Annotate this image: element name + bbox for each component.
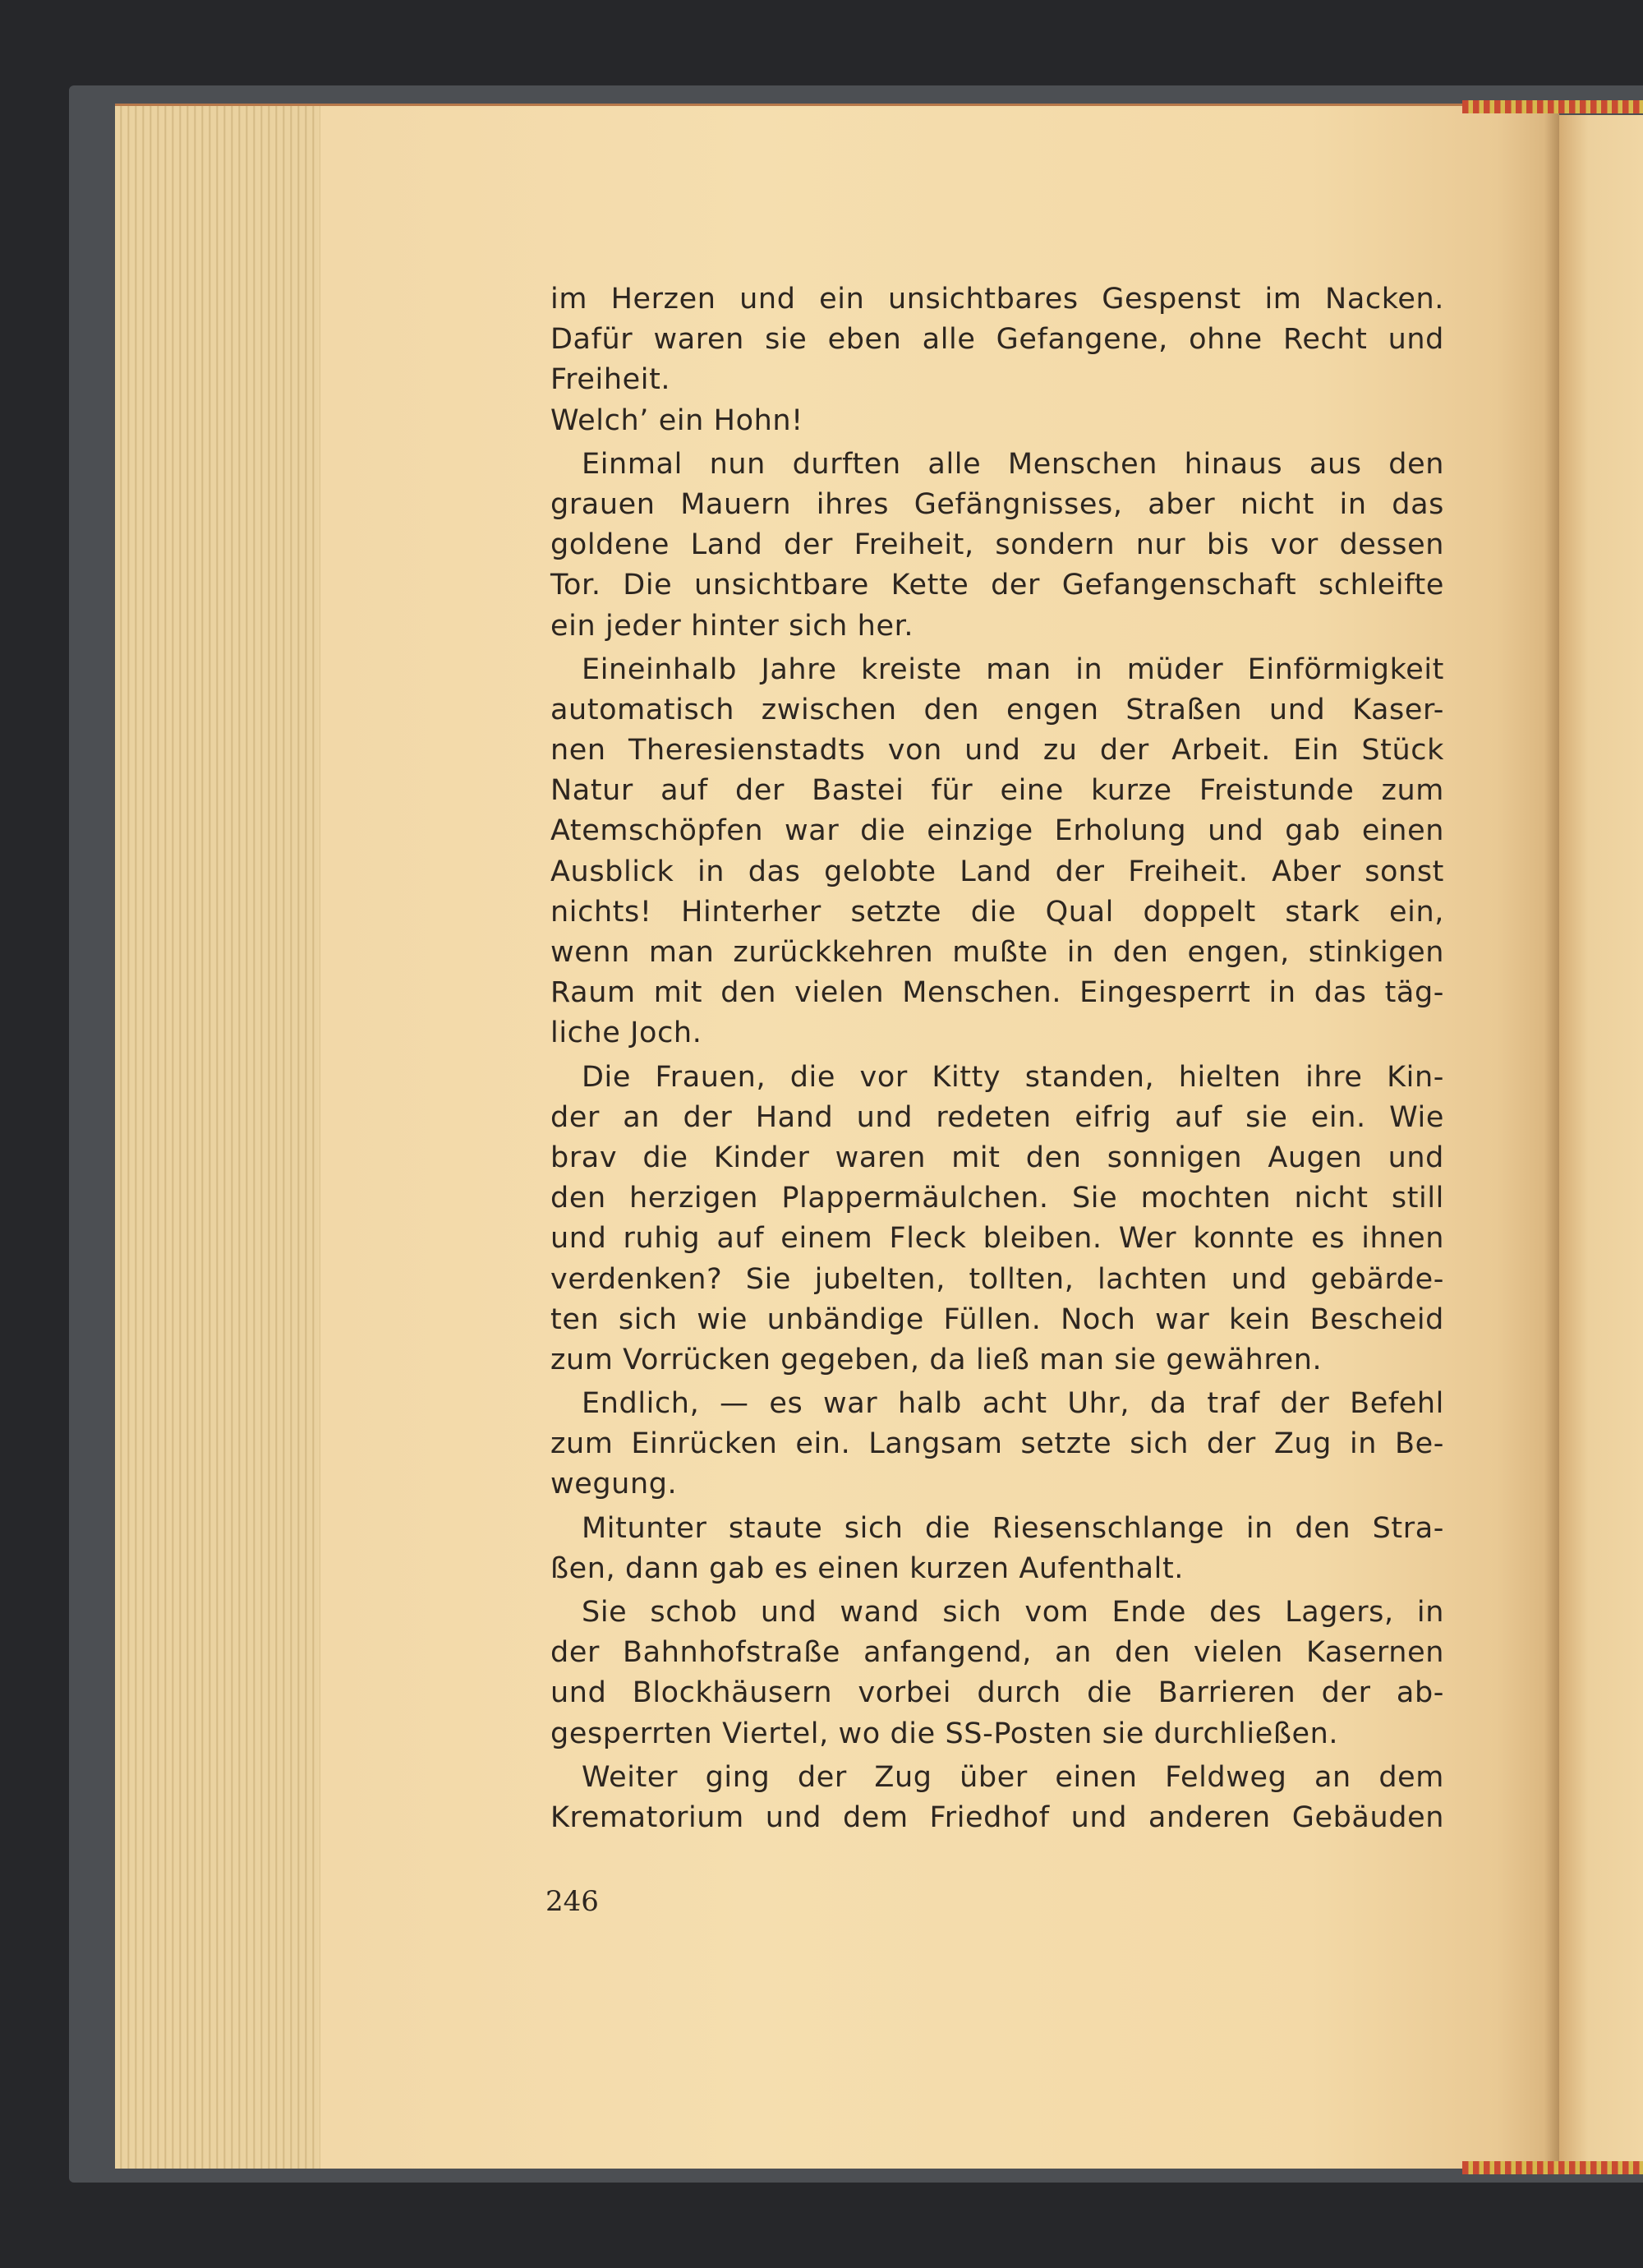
text-line: automatisch zwischen den engen Straßen und Kaser-: [550, 693, 1444, 726]
text-line: Weiter ging der Zug über einen Feldweg an dem: [582, 1760, 1444, 1794]
text-line: der an der Hand und redeten eifrig auf sie ein. Wie: [550, 1100, 1444, 1134]
text-line: wegung.: [550, 1468, 678, 1501]
text-line: Ausblick in das gelobte Land der Freiheit. Aber sonst: [550, 855, 1444, 888]
text-line: zum Einrücken ein. Langsam setzte sich der Zug in Be-: [550, 1427, 1444, 1461]
headband-bottom: [1462, 2161, 1643, 2174]
text-line: verdenken? Sie jubelten, tollten, lachten und gebärde-: [550, 1262, 1444, 1296]
text-line: Raum mit den vielen Menschen. Eingesperrt in das täg-: [550, 976, 1444, 1010]
text-line: im Herzen und ein unsichtbares Gespenst im Nacken.: [550, 283, 1444, 316]
text-line: zum Vorrücken gegeben, da ließ man sie gewähren.: [550, 1343, 1323, 1376]
text-line: Atemschöpfen war die einzige Erholung und gab einen: [550, 814, 1444, 848]
text-line: Dafür waren sie eben alle Gefangene, ohne Recht und: [550, 323, 1444, 357]
text-line: und ruhig auf einem Fleck bleiben. Wer konnte es ihnen: [550, 1222, 1444, 1256]
text-line: brav die Kinder waren mit den sonnigen Augen und: [550, 1141, 1444, 1174]
body-text: [550, 279, 1444, 1838]
text-line: Die Frauen, die vor Kitty standen, hielten ihre Kin-: [582, 1060, 1444, 1094]
text-line: ein jeder hinter sich her.: [550, 609, 914, 643]
text-line: ßen, dann gab es einen kurzen Aufenthalt.: [550, 1551, 1185, 1585]
text-line: ten sich wie unbändige Füllen. Noch war kein Bescheid: [550, 1302, 1444, 1336]
text-line: goldene Land der Freiheit, sondern nur bis vor dessen: [550, 528, 1444, 562]
text-line: Tor. Die unsichtbare Kette der Gefangenschaft schleifte: [550, 569, 1444, 602]
text-line: der Bahnhofstraße anfangend, an den vielen Kasernen: [550, 1636, 1444, 1670]
text-line: nichts! Hinterher setzte die Qual doppelt stark ein,: [550, 895, 1444, 929]
text-line: liche Joch.: [550, 1016, 702, 1050]
text-line: nen Theresienstadts von und zu der Arbeit. Ein Stück: [550, 734, 1444, 768]
headband-top: [1462, 100, 1643, 113]
text-line: Eineinhalb Jahre kreiste man in müder Einförmigkeit: [582, 652, 1444, 686]
text-line: wenn man zurückkehren mußte in den engen, stinkigen: [550, 936, 1444, 969]
page-stack-edges: [115, 104, 337, 2169]
text-line: Freiheit.: [550, 363, 671, 397]
text-line: Welch’ ein Hohn!: [550, 403, 803, 437]
page-gutter-shadow: [1544, 104, 1559, 2166]
text-line: Natur auf der Bastei für eine kurze Freistunde zum: [550, 774, 1444, 808]
text-line: Mitunter staute sich die Riesenschlange in den Stra-: [582, 1511, 1444, 1545]
text-line: Krematorium und dem Friedhof und anderen Gebäuden: [550, 1800, 1444, 1834]
text-line: den herzigen Plappermäulchen. Sie mochten nicht still: [550, 1182, 1444, 1215]
text-line: gesperrten Viertel, wo die SS-Posten sie durchließen.: [550, 1717, 1339, 1750]
text-line: und Blockhäusern vorbei durch die Barrieren der ab-: [550, 1676, 1444, 1710]
text-line: Endlich, — es war halb acht Uhr, da traf der Befehl: [582, 1387, 1444, 1421]
facing-page-edge: [1559, 115, 1643, 2161]
text-line: Sie schob und wand sich vom Ende des Lagers, in: [582, 1596, 1444, 1629]
text-line: Einmal nun durften alle Menschen hinaus aus den: [582, 447, 1444, 481]
text-line: grauen Mauern ihres Gefängnisses, aber nicht in das: [550, 487, 1444, 521]
page-number: 246: [545, 1885, 599, 1918]
